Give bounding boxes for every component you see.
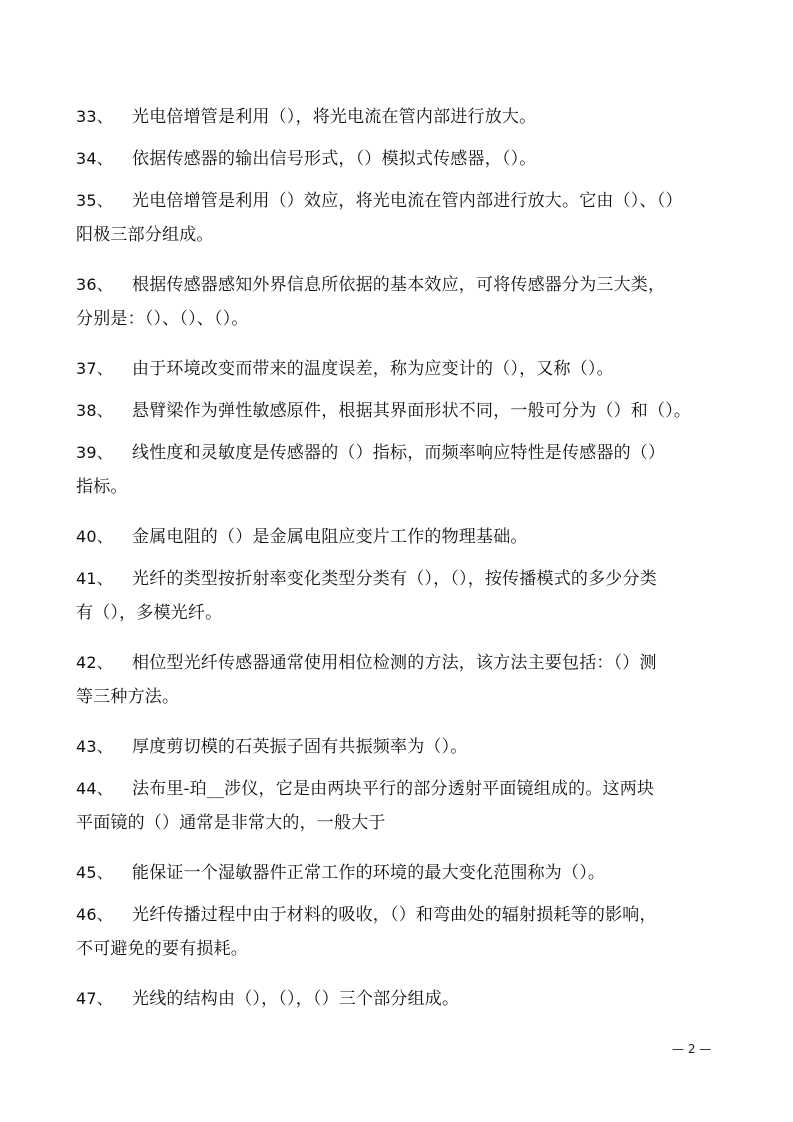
question-39	[76, 436, 716, 504]
question-43	[76, 730, 716, 764]
question-text: 根据传感器感知外界信息所依据的基本效应，可将传感器分为三大类，	[132, 275, 666, 295]
question-text: 法布里-珀__涉仪，它是由两块平行的部分透射平面镜组成的。这两块	[132, 779, 655, 799]
question-46	[76, 898, 716, 966]
question-36	[76, 268, 716, 336]
question-text-continued: 有（），多模光纤。	[76, 603, 223, 623]
question-47	[76, 982, 716, 1016]
question-37	[76, 352, 716, 386]
question-38	[76, 394, 716, 428]
question-number: 35、	[76, 191, 113, 210]
question-number: 43、	[76, 737, 113, 756]
question-number: 47、	[76, 989, 113, 1008]
question-text-continued: 阳极三部分组成。	[76, 225, 214, 245]
question-text: 悬臂梁作为弹性敏感原件，根据其界面形状不同，一般可分为（）和（）。	[132, 401, 692, 421]
question-text: 线性度和灵敏度是传感器的（）指标，而频率响应特性是传感器的（）	[132, 443, 666, 463]
question-34	[76, 142, 716, 176]
question-number: 37、	[76, 359, 113, 378]
question-text: 依据传感器的输出信号形式，（）模拟式传感器，（）。	[132, 149, 537, 169]
question-text-continued: 平面镜的（）通常是非常大的，一般大于	[76, 813, 386, 833]
question-number: 40、	[76, 527, 113, 546]
question-44	[76, 772, 716, 840]
question-text: 厚度剪切模的石英振子固有共振频率为（）。	[132, 737, 468, 757]
question-number: 33、	[76, 107, 113, 126]
question-text: 光电倍增管是利用（），将光电流在管内部进行放大。	[132, 107, 537, 127]
page-number: — 2 —	[672, 1042, 712, 1056]
question-40	[76, 520, 716, 554]
question-text-continued: 分别是：（）、（）、（）。	[76, 309, 249, 329]
question-number: 38、	[76, 401, 113, 420]
question-number: 44、	[76, 779, 113, 798]
question-text: 由于环境改变而带来的温度误差，称为应变计的（），又称（）。	[132, 359, 614, 379]
question-text: 光纤传播过程中由于材料的吸收，（）和弯曲处的辐射损耗等的影响，	[132, 905, 657, 925]
question-number: 46、	[76, 905, 113, 924]
question-45	[76, 856, 716, 890]
question-text: 光电倍增管是利用（）效应，将光电流在管内部进行放大。它由（）、（）	[132, 191, 683, 211]
question-number: 41、	[76, 569, 113, 588]
question-text-continued: 等三种方法。	[76, 687, 180, 707]
question-35	[76, 184, 716, 252]
question-text-continued: 指标。	[76, 477, 128, 497]
question-number: 34、	[76, 149, 113, 168]
question-text: 金属电阻的（）是金属电阻应变片工作的物理基础。	[132, 527, 528, 547]
question-number: 45、	[76, 863, 113, 882]
question-42	[76, 646, 716, 714]
question-number: 36、	[76, 275, 113, 294]
question-number: 42、	[76, 653, 113, 672]
question-text: 相位型光纤传感器通常使用相位检测的方法，该方法主要包括：（）测	[132, 653, 657, 673]
question-33	[76, 100, 716, 134]
question-text: 光纤的类型按折射率变化类型分类有（），（），按传播模式的多少分类	[132, 569, 657, 589]
question-text-continued: 不可避免的要有损耗。	[76, 939, 248, 959]
question-number: 39、	[76, 443, 113, 462]
question-text: 能保证一个湿敏器件正常工作的环境的最大变化范围称为（）。	[132, 863, 606, 883]
question-text: 光线的结构由（），（），（）三个部分组成。	[132, 989, 460, 1009]
question-41	[76, 562, 716, 630]
